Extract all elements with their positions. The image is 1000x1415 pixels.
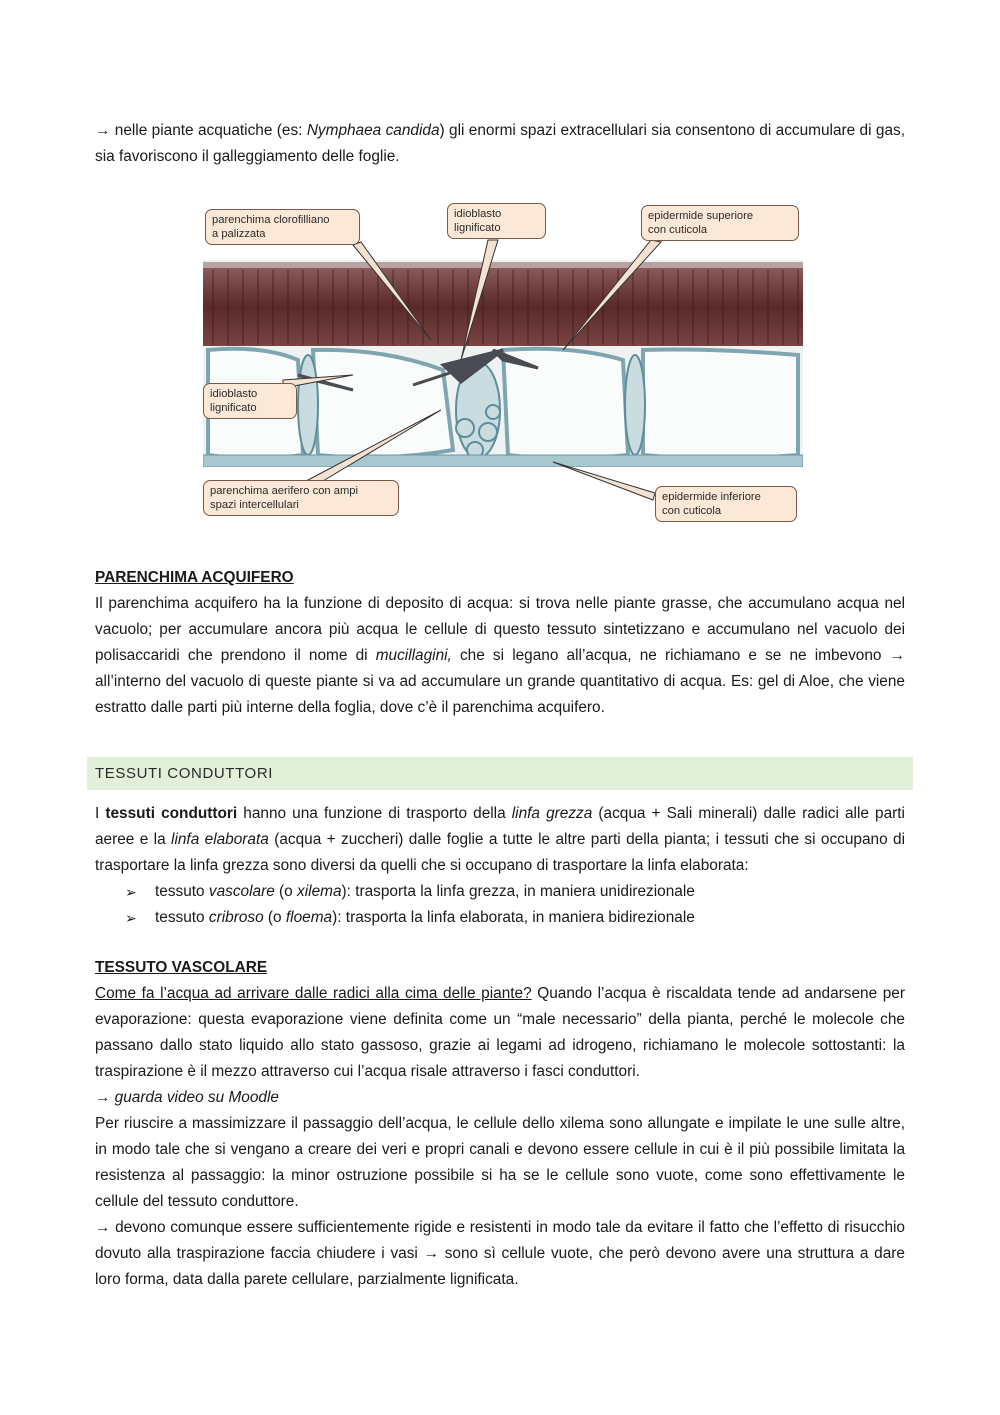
arrow-icon: → xyxy=(95,122,111,139)
heading-tessuto-vascolare: TESSUTO VASCOLARE xyxy=(95,959,268,976)
conduttori-paragraph: I tessuti conduttori hanno una funzione di trasporto della linfa grezza (acqua + Sali minerali) dalle radici alle parti aeree e la linfa elaborata (acqua + zuccheri) dalle foglie a tutte le altre parti della pianta; i tessuti che si occupano di trasportare la linfa grezza sono diversi da quelli che si occupano di trasportare la linfa elaborata: xyxy=(95,805,905,874)
label-idioblast-top: idioblasto lignificato xyxy=(447,203,546,239)
label-upper-epidermis: epidermide superiore con cuticola xyxy=(641,205,799,241)
label-idioblast-left: idioblasto lignificato xyxy=(203,383,297,419)
intro-paragraph: → nelle piante acquatiche (es: Nymphaea candida) gli enormi spazi extracellulari sia consentono di accumulare di gas, sia favoriscono il galleggiamento delle foglie. xyxy=(95,122,905,165)
vascolare-paragraph-3: → devono comunque essere sufficientemente rigide e resistenti in modo tale da evitare il fatto che l’effetto di risucchio dovuto alla traspirazione faccia chiudere i vasi → sono sì cellule vuote, che però devono avere una struttura a dare loro forma, data dalla parete cellulare, parzialmente lignificata. xyxy=(95,1219,905,1288)
arrow-bullet-icon: ➢ xyxy=(125,910,137,926)
video-note: → guarda video su Moodle xyxy=(95,1089,279,1106)
arrow-bullet-icon: ➢ xyxy=(125,884,137,900)
list-item: ➢ tessuto vascolare (o xilema): trasporta la linfa grezza, in maniera unidirezionale xyxy=(125,879,905,905)
section-band-tessuti-conduttori: TESSUTI CONDUTTORI xyxy=(87,757,913,790)
acquifero-paragraph: Il parenchima acquifero ha la funzione di deposito di acqua: si trova nelle piante grasse, che accumulano acqua nel vacuolo; per accumulare ancora più acqua le cellule di questo tessuto sintetizzano e accumulano nel vacuolo dei polisaccaridi che prendono il nome di mucillagini, che si legano all’acqua, ne richiamano e se ne imbevono → all’interno del vacuolo di queste piante si va ad accumulare un grande quantitativo di acqua. Es: gel di Aloe, che viene estratto dalle parti più interne della foglia, dove c’è il parenchima acquifero. xyxy=(95,595,905,716)
label-aerifero: parenchima aerifero con ampi spazi intercellulari xyxy=(203,480,399,516)
leaf-cross-section-figure xyxy=(203,200,803,535)
lower-epidermis xyxy=(203,455,803,467)
label-lower-epidermis: epidermide inferiore con cuticola xyxy=(655,486,797,522)
tissue-list xyxy=(95,879,905,931)
vascolare-paragraph-2: Per riuscire a massimizzare il passaggio dell’acqua, le cellule dello xilema sono allungate e impilate le une sulle altre, in modo tale che si vengano a creare dei veri e propri canali e devono essere cellule in cui è il più possibile limitata la resistenza al passaggio: la minor ostruzione possibile si ha se le cellule sono vuote, come sono effettivamente le cellule del tessuto conduttore. xyxy=(95,1115,905,1210)
palisade-layer xyxy=(203,268,803,346)
label-palisade: parenchima clorofilliano a palizzata xyxy=(205,209,360,245)
document-page xyxy=(95,118,905,1293)
heading-parenchima-acquifero: PARENCHIMA ACQUIFERO xyxy=(95,569,294,586)
vascolare-paragraph-1: Come fa l’acqua ad arrivare dalle radici alla cima delle piante? Quando l’acqua è riscaldata tende ad andarsene per evaporazione: questa evaporazione viene definita come un “male necessario” della pianta, perché le molecole che passano dallo stato liquido allo stato gassoso, grazie ai legami ad idrogeno, richiamano le molecole sottostanti: la traspirazione è il mezzo attraverso cui l’acqua risale attraverso i fasci conduttori. xyxy=(95,985,905,1080)
question-text: Come fa l’acqua ad arrivare dalle radici alla cima delle piante? xyxy=(95,985,532,1002)
species-name: Nymphaea candida xyxy=(306,122,440,139)
list-item: ➢ tessuto cribroso (o floema): trasporta la linfa elaborata, in maniera bidirezionale xyxy=(125,905,905,931)
